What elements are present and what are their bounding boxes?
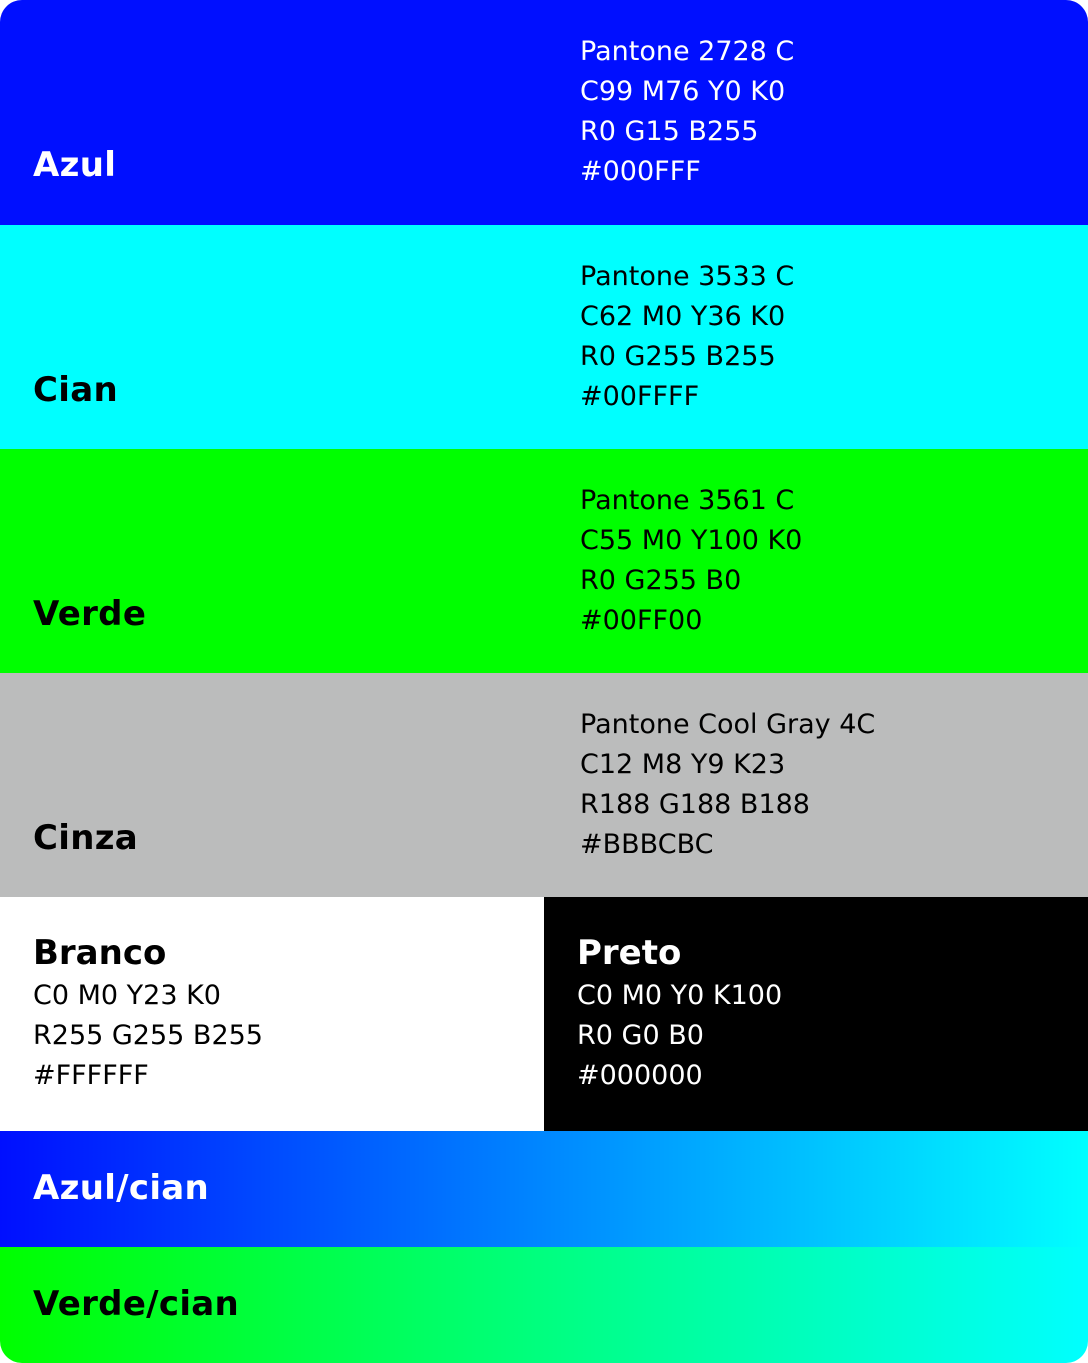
color-name: Verde (33, 594, 147, 634)
color-name: Cian (33, 370, 118, 410)
hex-value: #00FFFF (580, 381, 700, 412)
color-name: Cinza (33, 818, 139, 858)
pantone-code: Pantone 3561 C (580, 485, 795, 516)
rgb-value: R188 G188 B188 (580, 789, 810, 820)
color-specs (580, 705, 875, 865)
color-swatch-branco (0, 897, 544, 1131)
gradient-name: Verde/cian (33, 1284, 240, 1324)
gradient-band-azul-cian (0, 1131, 1088, 1247)
color-band-azul (0, 0, 1088, 225)
rgb-value: R0 G255 B255 (580, 341, 776, 372)
pantone-code: Pantone 3533 C (580, 261, 795, 292)
hex-value: #BBBCBC (580, 829, 714, 860)
hex-value: #00FF00 (580, 605, 703, 636)
color-band-cian (0, 225, 1088, 449)
color-band-cinza (0, 673, 1088, 897)
color-band-verde (0, 449, 1088, 673)
rgb-value: R0 G0 B0 (577, 1020, 704, 1051)
rgb-value: R0 G15 B255 (580, 116, 759, 147)
color-specs (580, 32, 794, 192)
color-specs (577, 976, 782, 1096)
hex-value: #FFFFFF (33, 1060, 149, 1091)
rgb-value: R0 G255 B0 (580, 565, 742, 596)
cmyk-value: C0 M0 Y0 K100 (577, 980, 783, 1011)
color-specs (580, 257, 794, 417)
color-name: Preto (577, 933, 682, 973)
pantone-code: Pantone Cool Gray 4C (580, 709, 876, 740)
cmyk-value: C55 M0 Y100 K0 (580, 525, 803, 556)
color-specs (33, 976, 263, 1096)
hex-value: #000000 (577, 1060, 703, 1091)
gradient-band-verde-cian (0, 1247, 1088, 1363)
color-name: Azul (33, 145, 117, 185)
color-swatch-preto (544, 897, 1088, 1131)
pantone-code: Pantone 2728 C (580, 36, 795, 67)
hex-value: #000FFF (580, 156, 701, 187)
gradient-name: Azul/cian (33, 1168, 210, 1208)
cmyk-value: C99 M76 Y0 K0 (580, 76, 786, 107)
cmyk-value: C62 M0 Y36 K0 (580, 301, 786, 332)
color-specs (580, 481, 802, 641)
cmyk-value: C12 M8 Y9 K23 (580, 749, 786, 780)
rgb-value: R255 G255 B255 (33, 1020, 263, 1051)
color-name: Branco (33, 933, 167, 973)
cmyk-value: C0 M0 Y23 K0 (33, 980, 221, 1011)
